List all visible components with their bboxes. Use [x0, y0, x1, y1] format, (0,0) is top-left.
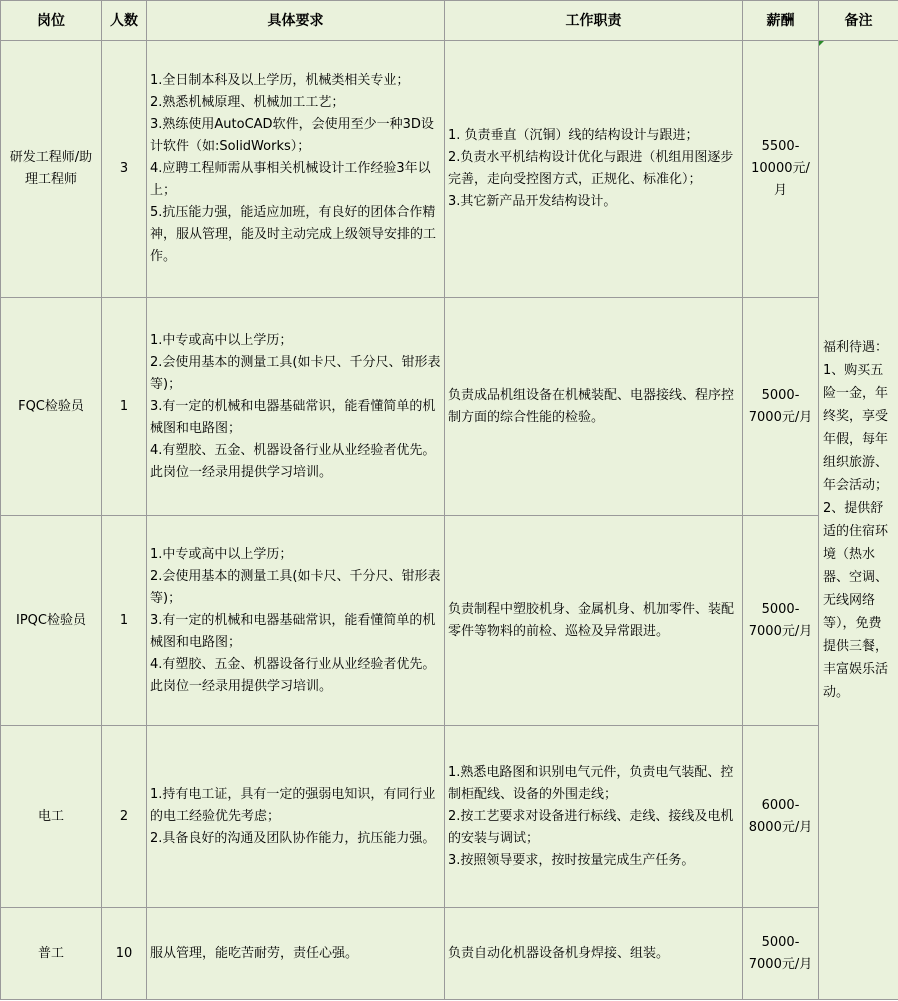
header-position: 岗位 — [1, 1, 102, 41]
requirements-cell — [147, 516, 445, 726]
duties-cell — [445, 298, 743, 516]
requirements-cell — [147, 726, 445, 908]
header-notes: 备注 — [819, 1, 898, 41]
header-duties: 工作职责 — [445, 1, 743, 41]
count-cell: 3 — [102, 41, 147, 298]
header-salary: 薪酬 — [743, 1, 819, 41]
table-row — [1, 298, 898, 516]
header-requirements: 具体要求 — [147, 1, 445, 41]
notes-cell: 福利待遇：1、购买五险一金，年终奖，享受年假，每年组织旅游、年会活动；2、提供舒适的住宿环境（热水器、空调、无线网络等），免费提供三餐，丰富娱乐活动。 — [819, 41, 898, 1000]
requirements-cell — [147, 908, 445, 1000]
count-cell: 1 — [102, 298, 147, 516]
duty-line: 2.按工艺要求对设备进行标线、走线、接线及电机的安装与调试； — [448, 808, 734, 846]
duties-cell — [445, 41, 743, 298]
count-cell: 2 — [102, 726, 147, 908]
header-row — [1, 1, 898, 41]
duty-line: 3.按照领导要求，按时按量完成生产任务。 — [448, 852, 695, 868]
duties-cell — [445, 908, 743, 1000]
requirement-line: 2.会使用基本的测量工具(如卡尺、千分尺、钳形表等)； — [150, 354, 441, 392]
duty-line: 负责自动化机器设备机身焊接、组装。 — [448, 945, 670, 961]
requirement-line: 3.熟练使用AutoCAD软件，会使用至少一种3D设计软件（如:SolidWorks）； — [150, 117, 434, 154]
salary-cell: 5000-7000元/月 — [743, 908, 819, 1000]
requirement-line: 4.有塑胶、五金、机器设备行业从业经验者优先。 此岗位一经录用提供学习培训。 — [150, 656, 436, 694]
salary-cell: 6000-8000元/月 — [743, 726, 819, 908]
requirements-cell — [147, 298, 445, 516]
requirement-line: 1.全日制本科及以上学历，机械类相关专业； — [150, 73, 410, 88]
duties-cell — [445, 726, 743, 908]
duty-line: 1. 负责垂直（沉铜）线的结构设计与跟进； — [448, 128, 699, 143]
duty-line: 3.其它新产品开发结构设计。 — [448, 194, 617, 209]
duty-line: 2.负责水平机结构设计优化与跟进（机组用图逐步完善，走向受控图方式，正规化、标准化）； — [448, 150, 734, 187]
requirement-line: 3.有一定的机械和电器基础常识，能看懂简单的机械图和电路图； — [150, 612, 436, 650]
requirement-line: 1.中专或高中以上学历； — [150, 546, 293, 562]
header-count: 人数 — [102, 1, 147, 41]
table-row — [1, 726, 898, 908]
duty-line: 1.熟悉电路图和识别电气元件，负责电气装配、控制柜配线、设备的外围走线； — [448, 764, 734, 802]
requirement-line: 服从管理，能吃苦耐劳，责任心强。 — [150, 945, 359, 961]
position-cell: 普工 — [1, 908, 102, 1000]
position-cell: FQC检验员 — [1, 298, 102, 516]
position-cell: IPQC检验员 — [1, 516, 102, 726]
requirement-line: 1.中专或高中以上学历； — [150, 332, 293, 348]
count-cell: 10 — [102, 908, 147, 1000]
salary-cell: 5500-10000元/月 — [743, 41, 819, 298]
table-row — [1, 516, 898, 726]
salary-cell: 5000-7000元/月 — [743, 298, 819, 516]
salary-cell: 5000-7000元/月 — [743, 516, 819, 726]
table-row — [1, 41, 898, 298]
requirement-line: 2.会使用基本的测量工具(如卡尺、千分尺、钳形表等)； — [150, 568, 441, 606]
requirement-line: 1.持有电工证，具有一定的强弱电知识，有同行业的电工经验优先考虑； — [150, 786, 436, 824]
requirement-line: 4.应聘工程师需从事相关机械设计工作经验3年以上； — [150, 161, 431, 198]
position-cell: 电工 — [1, 726, 102, 908]
position-cell: 研发工程师/助理工程师 — [1, 41, 102, 298]
requirement-line: 3.有一定的机械和电器基础常识，能看懂简单的机械图和电路图； — [150, 398, 436, 436]
requirement-line: 2.具备良好的沟通及团队协作能力，抗压能力强。 — [150, 830, 436, 846]
duties-cell — [445, 516, 743, 726]
requirement-line: 4.有塑胶、五金、机器设备行业从业经验者优先。 此岗位一经录用提供学习培训。 — [150, 442, 436, 480]
duty-line: 负责成品机组设备在机械装配、电器接线、程序控制方面的综合性能的检验。 — [448, 387, 735, 425]
requirement-line: 5.抗压能力强，能适应加班，有良好的团体合作精神，服从管理，能及时主动完成上级领导安排的工作。 — [150, 205, 437, 264]
duty-line: 负责制程中塑胶机身、金属机身、机加零件、装配零件等物料的前检、巡检及异常跟进。 — [448, 601, 735, 639]
requirements-cell — [147, 41, 445, 298]
requirement-line: 2.熟悉机械原理、机械加工工艺； — [150, 95, 345, 110]
count-cell: 1 — [102, 516, 147, 726]
table-row — [1, 908, 898, 1000]
